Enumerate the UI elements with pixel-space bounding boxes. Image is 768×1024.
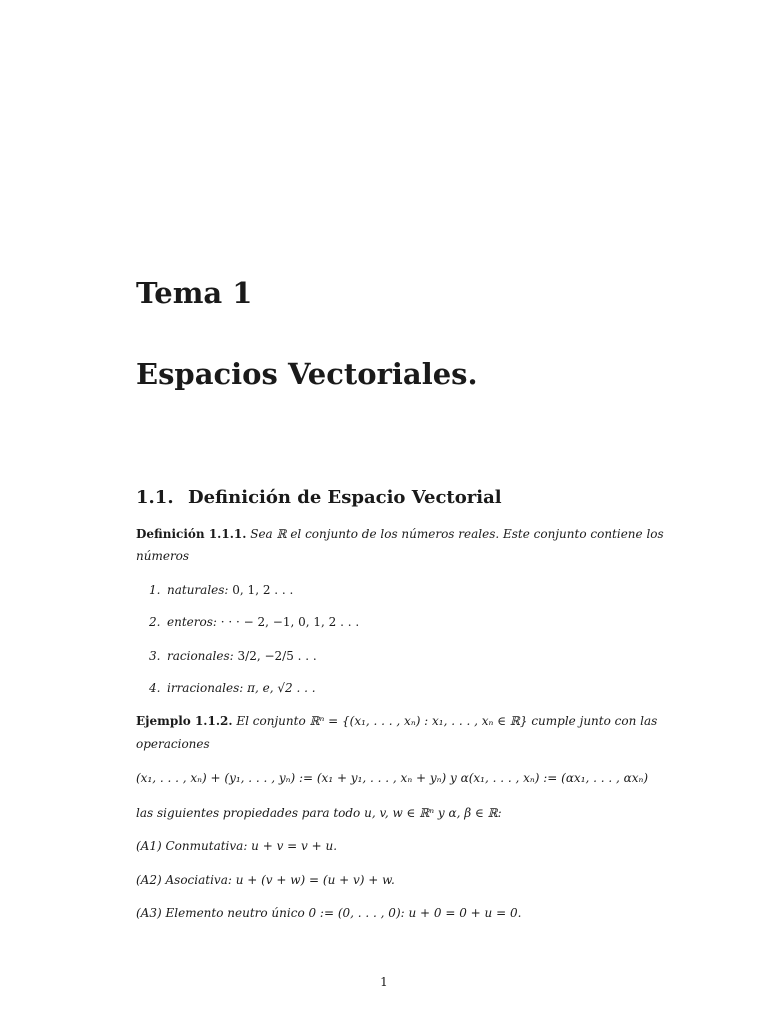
list-item-number: 3. (149, 649, 161, 663)
property-item (136, 873, 395, 887)
list-item (149, 681, 316, 695)
section-number: 1.1. (136, 487, 174, 508)
example-line-2 (136, 737, 210, 751)
example-text-2: operaciones (136, 737, 210, 751)
list-item-number: 4. (149, 681, 161, 695)
example-line-1 (136, 714, 657, 728)
definition-line-1 (136, 527, 664, 541)
definition-text-1: Sea ℝ el conjunto de los números reales. Este conjunto contiene los (250, 527, 664, 541)
list-item (149, 583, 293, 597)
property-label: (A3) (136, 906, 162, 920)
list-item (149, 615, 359, 629)
chapter-label: Tema 1 (136, 276, 253, 310)
definition-text-2: números (136, 549, 190, 563)
property-item (136, 906, 521, 920)
list-item-math: 0, 1, 2 . . . (232, 583, 294, 597)
definition-label: Definición 1.1.1. (136, 527, 247, 541)
list-item-number: 1. (149, 583, 161, 597)
property-text: Conmutativa: u + v = v + u. (165, 839, 338, 853)
example-text-1: El conjunto ℝⁿ = {(x₁, . . . , xₙ) : x₁, . . . , xₙ ∈ ℝ} cumple junto con las (236, 714, 658, 728)
property-label: (A2) (136, 873, 162, 887)
section-heading (136, 487, 502, 508)
list-item-number: 2. (149, 615, 161, 629)
chapter-title: Espacios Vectoriales. (136, 357, 478, 391)
section-title: Definición de Espacio Vectorial (188, 487, 502, 508)
property-item (136, 839, 337, 853)
operations-formula: (x₁, . . . , xₙ) + (y₁, . . . , yₙ) := (x₁ + y₁, . . . , xₙ + yₙ) y α(x₁, . . . , xₙ) := (αx₁, . . . , αxₙ) (136, 771, 649, 785)
property-text: Asociativa: u + (v + w) = (u + v) + w. (165, 873, 395, 887)
list-item-math: 3/2, −2/5 . . . (237, 649, 317, 663)
list-item-text: naturales: (167, 583, 229, 597)
list-item-text: irracionales: (167, 681, 244, 695)
list-item-text: racionales: (167, 649, 234, 663)
properties-intro: las siguientes propiedades para todo u, v, w ∈ ℝⁿ y α, β ∈ ℝ: (136, 806, 502, 820)
property-text: Elemento neutro único 0 := (0, . . . , 0): u + 0 = 0 + u = 0. (165, 906, 522, 920)
definition-line-2 (136, 549, 189, 563)
page-number: 1 (380, 975, 388, 989)
list-item-text: enteros: (167, 615, 217, 629)
list-item (149, 649, 317, 663)
example-label: Ejemplo 1.1.2. (136, 714, 233, 728)
property-label: (A1) (136, 839, 162, 853)
list-item-math: π, e, √2 . . . (247, 681, 316, 695)
list-item-math: · · · − 2, −1, 0, 1, 2 . . . (220, 615, 360, 629)
